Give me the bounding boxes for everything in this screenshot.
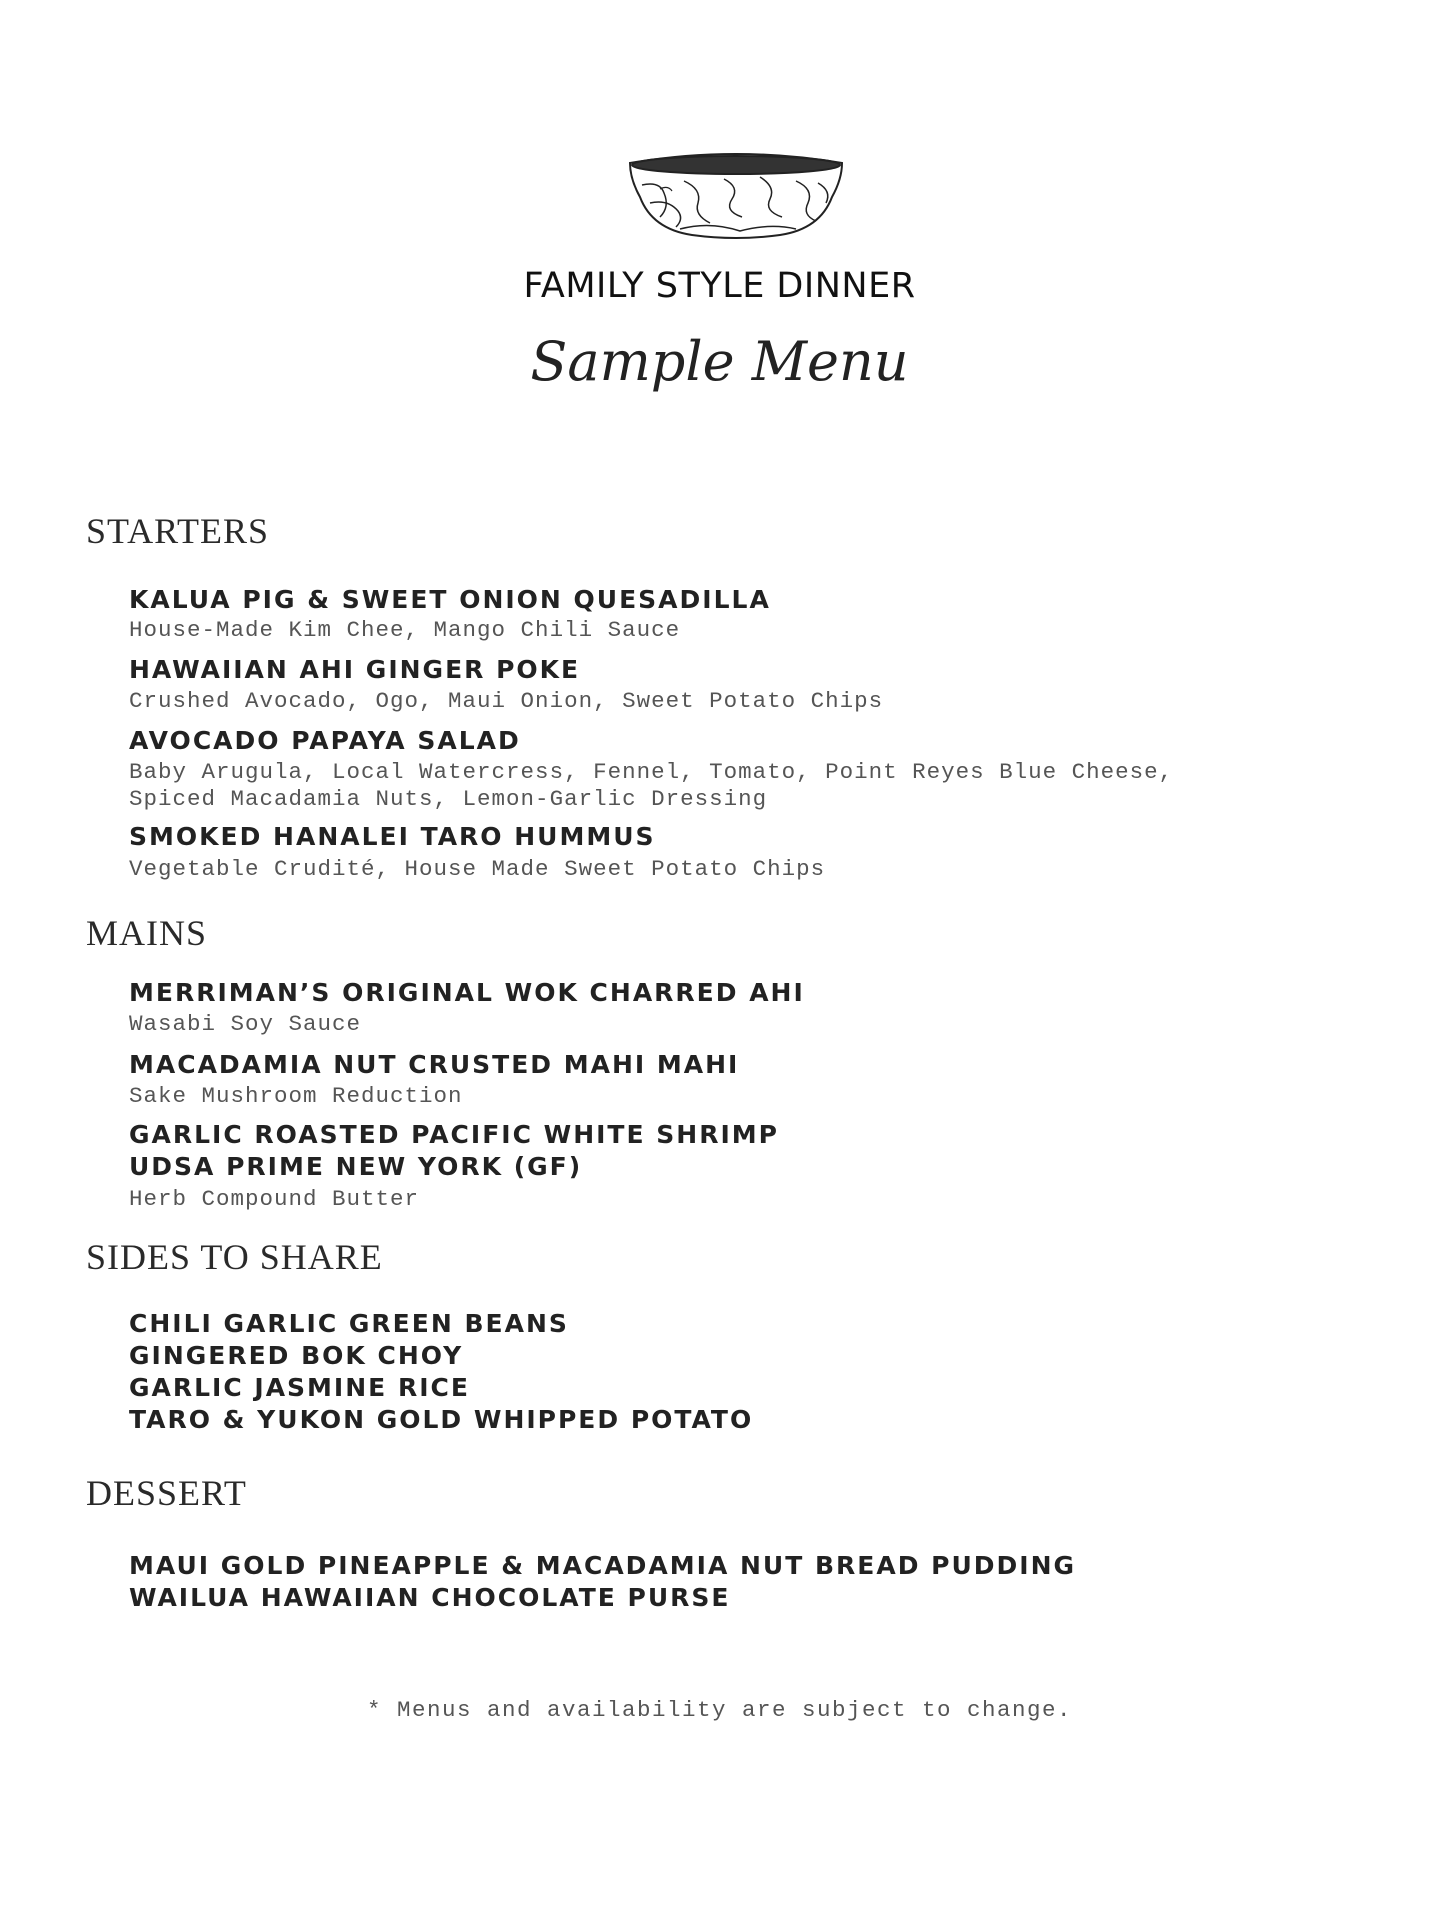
dish-name: MERRIMAN’S ORIGINAL WOK CHARRED AHI xyxy=(129,978,805,1007)
section-title-sides: SIDES TO SHARE xyxy=(86,1237,383,1277)
dessert-item: MAUI GOLD PINEAPPLE & MACADAMIA NUT BREAD PUDDING xyxy=(129,1551,1077,1580)
dish-name: HAWAIIAN AHI GINGER POKE xyxy=(129,655,581,684)
dish-description: Sake Mushroom Reduction xyxy=(129,1083,463,1109)
bowl-logo xyxy=(620,145,852,243)
page-title: FAMILY STYLE DINNER xyxy=(523,266,916,306)
bowl-icon xyxy=(620,145,852,243)
dish-description: Crushed Avocado, Ogo, Maui Onion, Sweet Potato Chips xyxy=(129,688,884,714)
dish-name: SMOKED HANALEI TARO HUMMUS xyxy=(129,822,656,851)
dish-description: Spiced Macadamia Nuts, Lemon-Garlic Dressing xyxy=(129,786,768,812)
dish-description: Vegetable Crudité, House Made Sweet Potato Chips xyxy=(129,856,826,882)
dish-name: AVOCADO PAPAYA SALAD xyxy=(129,726,521,755)
side-item: GINGERED BOK CHOY xyxy=(129,1341,464,1370)
dessert-item: WAILUA HAWAIIAN CHOCOLATE PURSE xyxy=(129,1583,731,1612)
dish-name: GARLIC ROASTED PACIFIC WHITE SHRIMP xyxy=(129,1120,779,1149)
dish-description: Baby Arugula, Local Watercress, Fennel, Tomato, Point Reyes Blue Cheese, xyxy=(129,759,1174,785)
section-title-mains: MAINS xyxy=(86,913,208,953)
side-item: TARO & YUKON GOLD WHIPPED POTATO xyxy=(129,1405,754,1434)
dish-name: MACADAMIA NUT CRUSTED MAHI MAHI xyxy=(129,1050,740,1079)
footnote: * Menus and availability are subject to change. xyxy=(366,1697,1073,1723)
dish-name: UDSA PRIME NEW YORK (GF) xyxy=(129,1152,583,1181)
dish-description: Herb Compound Butter xyxy=(129,1186,420,1212)
dish-description: Wasabi Soy Sauce xyxy=(129,1011,362,1037)
dish-description: House-Made Kim Chee, Mango Chili Sauce xyxy=(129,617,681,643)
side-item: CHILI GARLIC GREEN BEANS xyxy=(129,1309,569,1338)
section-title-dessert: DESSERT xyxy=(86,1473,247,1513)
section-title-starters: STARTERS xyxy=(86,511,269,551)
dish-name: KALUA PIG & SWEET ONION QUESADILLA xyxy=(129,585,771,614)
page-subtitle: Sample Menu xyxy=(530,330,909,393)
side-item: GARLIC JASMINE RICE xyxy=(129,1373,470,1402)
